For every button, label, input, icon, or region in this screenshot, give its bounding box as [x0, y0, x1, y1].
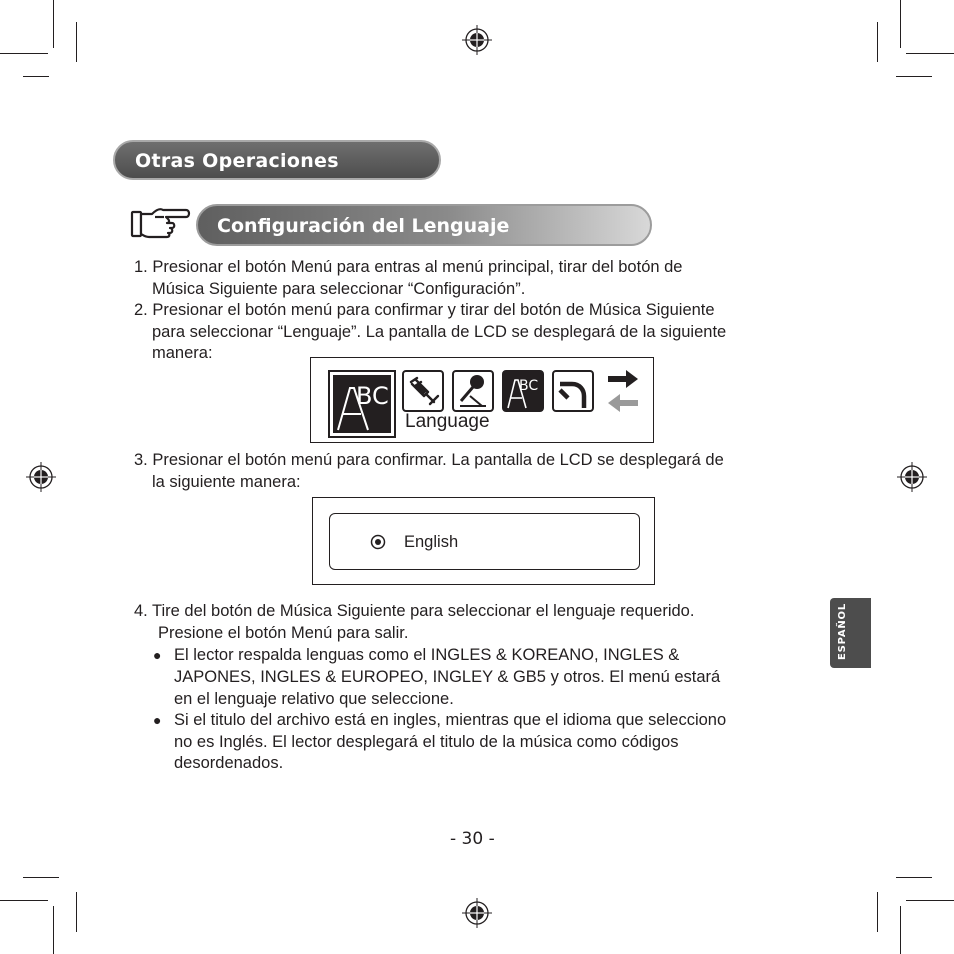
step-2-line-2: para seleccionar “Lenguaje”. La pantalla de LCD se desplegará de la siguiente	[152, 323, 727, 341]
section-title: Otras Operaciones	[135, 150, 339, 172]
language-side-tab	[830, 598, 871, 668]
step-1-line-2: Música Siguiente para seleccionar “Configuración”.	[152, 280, 526, 298]
step-2-line-1: 2. Presionar el botón menú para confirmar y tirar del botón de Música Siguiente	[134, 301, 715, 319]
bullet-1-line-1: El lector respalda lenguas como el INGLES & KOREANO, INGLES &	[174, 646, 680, 664]
return-icon	[552, 370, 594, 412]
step-4-line-2: Presione el botón Menú para salir.	[158, 624, 409, 642]
small-icon-bc-text: BC	[519, 378, 539, 394]
big-icon-bc-text: BC	[356, 382, 389, 410]
radio-selected-icon	[370, 534, 386, 550]
navigation-arrows-icon	[606, 368, 640, 414]
step-1-line-1: 1. Presionar el botón Menú para entras al menú principal, tirar del botón de	[134, 258, 683, 276]
plug-icon	[402, 370, 444, 412]
bullet-2-symbol: ●	[153, 712, 162, 728]
bullet-2-line-1: Si el titulo del archivo está en ingles, mientras que el idioma que selecciono	[174, 711, 727, 729]
bullet-1-symbol: ●	[153, 647, 162, 663]
language-small-icon	[502, 370, 544, 412]
lcd-language-screen	[312, 497, 655, 585]
record-microphone-icon	[452, 370, 494, 412]
pointing-hand-icon	[130, 206, 192, 242]
lcd-menu-screen	[310, 357, 654, 443]
lcd-menu-label: Language	[405, 411, 490, 432]
bullet-1-line-2: JAPONES, INGLES & EUROPEO, INGLEY & GB5 y otros. El menú estará	[174, 668, 721, 686]
step-3-line-2: la siguiente manera:	[152, 473, 301, 491]
subsection-title: Configuración del Lenguaje	[217, 215, 510, 237]
section-header	[113, 140, 441, 180]
subsection-header	[196, 204, 652, 246]
language-option-english: English	[404, 533, 459, 551]
language-large-icon	[328, 370, 396, 438]
page-number: - 30 -	[450, 829, 495, 849]
step-3-line-1: 3. Presionar el botón menú para confirmar. La pantalla de LCD se desplegará de	[134, 451, 724, 469]
bullet-2-line-2: no es Inglés. El lector desplegará el titulo de la música como códigos	[174, 733, 679, 751]
language-option-frame	[329, 513, 640, 570]
bullet-1-line-3: en el lenguaje relativo que seleccione.	[174, 690, 454, 708]
registration-mark-icon	[462, 25, 492, 55]
registration-mark-icon	[897, 462, 927, 492]
registration-mark-icon	[26, 462, 56, 492]
side-tab-label: ESPAÑOL	[837, 602, 848, 660]
step-2-line-3: manera:	[152, 344, 213, 362]
bullet-2-line-3: desordenados.	[174, 754, 284, 772]
registration-mark-icon	[462, 898, 492, 928]
step-4-line-1: 4. Tire del botón de Música Siguiente para seleccionar el lenguaje requerido.	[134, 602, 695, 620]
